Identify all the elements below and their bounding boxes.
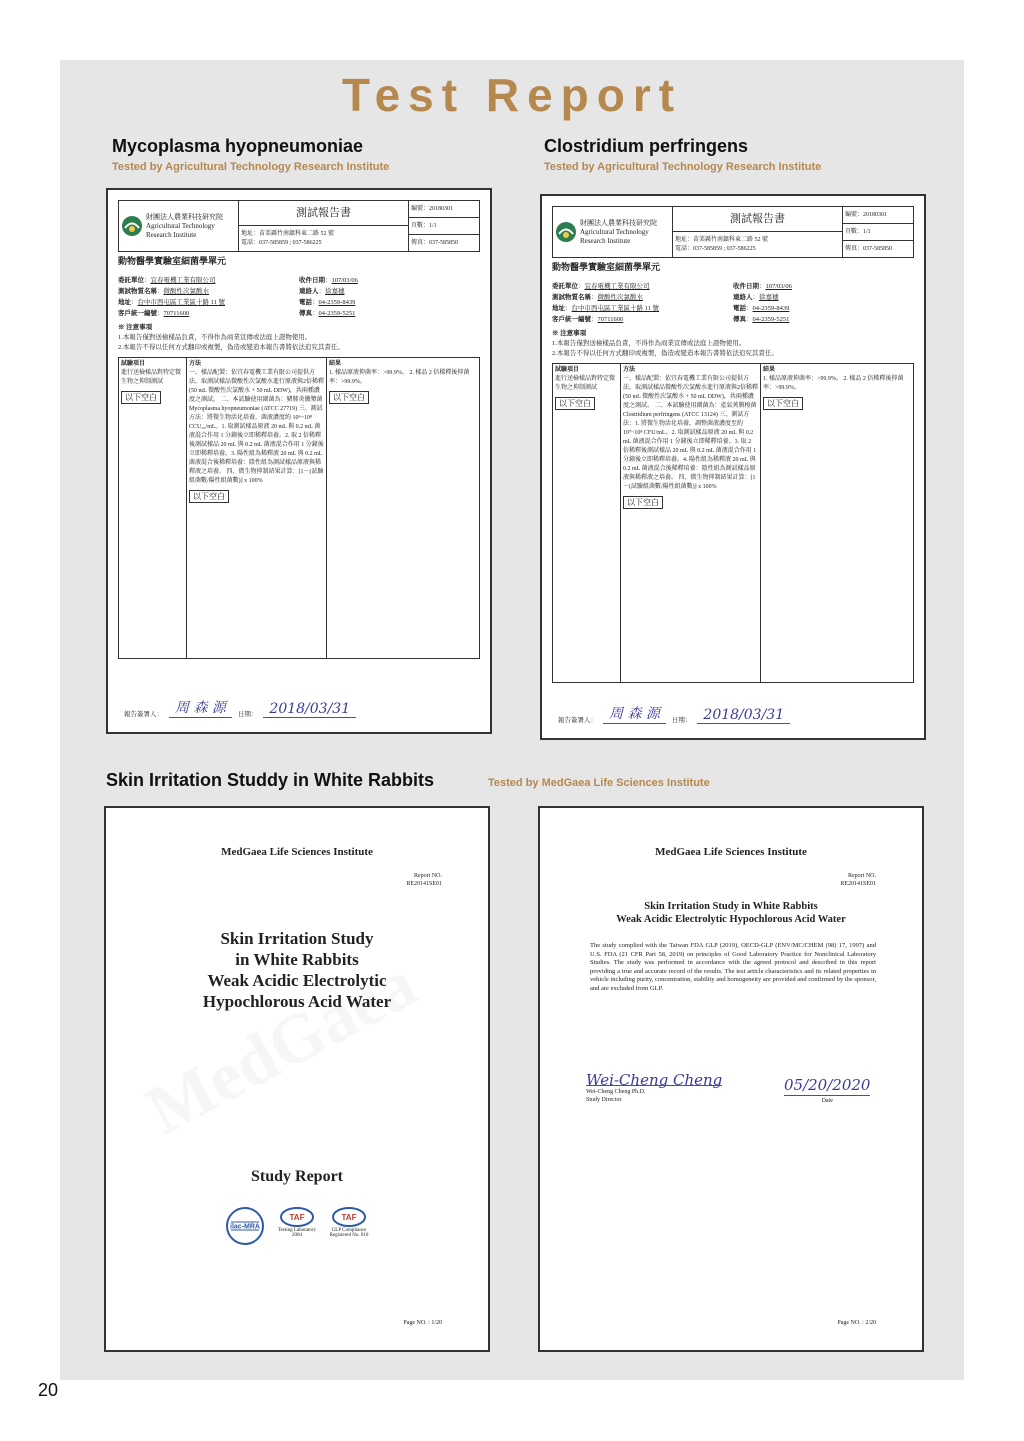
cover-title: Skin Irritation Study in White Rabbits Weak Acidic Electrolytic Hypochlorous Acid Water: [202, 929, 392, 1011]
svg-text:ilac-MRA: ilac-MRA: [230, 1223, 260, 1231]
report-number: Report NO. RE20141SE01: [840, 873, 876, 887]
blank-stamp: 以下空白: [329, 391, 369, 404]
results-table: 試驗項目 進行送檢樣品對特定微生物之抑制測試 以下空白 方法 一、樣品配製：依宜春電機工業有限公司提供方法，取測試樣品微酸性次氯酸水進行原液與2倍稀釋 (50 mL 微酸性次氯酸水 + 50 mL DDW)，共兩種濃度之測試。 二、本試驗使用細菌為：豬肺炎黴漿菌 Mycoplasma hyopneumoniae (ATCC 27719) 三、測試方法：將微生物活化培養，菌液濃度約 10⁶~10⁸ CCU₅₀/mL。1. 取測試樣品原液 20 mL 與 0.2 mL 菌液混合作用 1 分鐘後立即稀釋培養。2. 取 2 倍稀釋後測試樣品 20 mL 與 0.2 mL 菌液混合作用 1 分鐘後立即稀釋培養。3. 陽性組為稀釋液 20 mL 與 0.2 mL 菌液混合後稀釋培養：陰性組為測試樣品原液與稀釋液之培養。 四、微生物抑制結果計算：[1－(試驗組菌數/陽性組菌數)] x 100% 以下空白 結果 1. 樣品原液抑菌率：>99.9%。 2. 樣品 2 倍稀釋後抑菌率：>99.9%。 以下空白: [118, 357, 480, 659]
blank-stamp: 以下空白: [121, 391, 161, 404]
doc-number: 編號：20180301: [843, 207, 913, 224]
section-subtitle-skin: Tested by MedGaea Life Sciences Institute: [488, 777, 710, 789]
notes: ※ 注意事項 1.本報告僅對送檢樣品負責，不得作為商業宣傳或法庭上證物使用。 2.本報告不得以任何方式翻印或複製，偽造或變造本報告書將依法追究其責任。: [118, 324, 344, 351]
section-title-skin: Skin Irritation Studdy in White Rabbits: [106, 770, 435, 790]
ilac-mra-logo: [225, 1206, 265, 1246]
phone: 電話：037-585859 ; 037-586225: [241, 240, 322, 246]
taf-testing-logo: TAF Testing Laboratory 2004: [277, 1206, 317, 1238]
phone: 電話：037-585859 ; 037-586225: [675, 246, 756, 252]
handwritten-date: 2018/03/31: [697, 707, 790, 724]
ilac-mra-icon: [225, 1206, 265, 1246]
address: 地址：苗栗縣竹南鎮科東二路 52 號: [675, 237, 769, 243]
report-header: [552, 206, 914, 258]
page-number: Page NO. : 1/20: [403, 1320, 442, 1326]
doc-number: 編號：20180301: [409, 201, 479, 218]
result-text: 1. 樣品原液抑菌率：>99.9%。 2. 樣品 2 倍稀釋後抑菌率：>99.9%。: [763, 376, 904, 391]
method-text: 一、樣品配製：依宜春電機工業有限公司提供方法，取測試樣品微酸性次氯酸水進行原液與2倍稀釋 (50 mL 微酸性次氯酸水 + 50 mL DDW)，共兩種濃度之測試。 二、本試驗使用細菌為：豬肺炎黴漿菌 Mycoplasma hyopneumoniae (ATCC 27719) 三、測試方法：將微生物活化培養，菌液濃度約 10⁶~10⁸ CCU₅₀/mL。1. 取測試樣品原液 20 mL 與 0.2 mL 菌液混合作用 1 分鐘後立即稀釋培養。2. 取 2 倍稀釋後測試樣品 20 mL 與 0.2 mL 菌液混合作用 1 分鐘後立即稀釋培養。3. 陽性組為稀釋液 20 mL 與 0.2 mL 菌液混合後稀釋培養：陰性組為測試樣品原液與稀釋液之培養。 四、微生物抑制結果計算：[1－(試驗組菌數/陽性組菌數)] x 100%: [189, 370, 325, 484]
report-document-mycoplasma: [106, 188, 492, 734]
blank-stamp: 以下空白: [623, 496, 663, 509]
compliance-statement: The study complied with the Taiwan FDA GLP (2019), OECD-GLP (ENV/MC/CHEM (98) 17, 1997) and U.S. FDA (21 CFR Part 58, 2019) on principles of Good Laboratory Practice for Nonclinical Laboratory Studies. The study was performed in accordance with the agreed protocol and described in this report providing a true and accurate record of the results. The test article characteristics and its related properties in vehicle including purity, concentration, stability and homogeneity are provided and confirmed by the sponsor, and are excluded from GLP.: [590, 942, 876, 992]
blank-stamp: 以下空白: [555, 397, 595, 410]
page-count: 頁數：1/1: [409, 218, 479, 235]
fax: 傳真：037-585850: [845, 246, 892, 252]
study-report-cover: [104, 806, 490, 1352]
section-title-clostridium: Clostridium perfringens: [544, 136, 749, 156]
org-name-en-2: Research Institute: [580, 236, 631, 245]
report-title: 測試報告書: [673, 207, 842, 232]
taf-glp-logo: TAF GLP Compliance Registered No. 010: [329, 1206, 369, 1238]
results-table: 試驗項目 進行送檢樣品對特定微生物之抑制測試 以下空白 方法 一、樣品配製：依宜春電機工業有限公司提供方法，取測試樣品微酸性次氯酸水進行原液與2倍稀釋 (50 mL 微酸性次氯酸水 + 50 mL DDW)，共兩種濃度之測試。 二、本試驗使用細菌為：產氣莢膜梭菌 Clostridium perfringens (ATCC 13124) 三、測試方法：1. 將微生物活化培養，調整菌液濃度至約 10⁷~10⁸ CFU/mL。2. 取測試樣品原液 20 mL 與 0.2 mL 菌液混合作用 1 分鐘後立即稀釋培養。3. 取 2 倍稀釋後測試樣品 20 mL 與 0.2 mL 菌液混合作用 1 分鐘後立即稀釋培養。4. 陽性組為稀釋液 20 mL 與 0.2 mL 菌液混合後稀釋培養：陰性組為測試樣品原液與稀釋液之培養。 四、微生物抑制結果計算：[1－(試驗組菌數/陽性組菌數)] x 100% 以下空白 結果 1. 樣品原液抑菌率：>99.9%。 2. 樣品 2 倍稀釋後抑菌率：>99.9%。 以下空白: [552, 363, 914, 683]
section-subtitle-clostridium: Tested by Agricultural Technology Research Institute: [544, 161, 822, 173]
handwritten-signature: 周 森 源: [603, 703, 666, 724]
study-report-page-2: [538, 806, 924, 1352]
institute-logo: [553, 207, 673, 257]
section-title-mycoplasma: Mycoplasma hyopneumoniae: [112, 136, 364, 156]
institute-logo: [119, 201, 239, 251]
blank-stamp: 以下空白: [189, 490, 229, 503]
org-name-zh: 財團法人農業科技研究院: [580, 218, 657, 227]
page-count: 頁數：1/1: [843, 224, 913, 241]
method-text: 一、樣品配製：依宜春電機工業有限公司提供方法，取測試樣品微酸性次氯酸水進行原液與2倍稀釋 (50 mL 微酸性次氯酸水 + 50 mL DDW)，共兩種濃度之測試。 二、本試驗使用細菌為：產氣莢膜梭菌 Clostridium perfringens (ATCC 13124) 三、測試方法：1. 將微生物活化培養，調整菌液濃度至約 10⁷~10⁸ CFU/mL。2. 取測試樣品原液 20 mL 與 0.2 mL 菌液混合作用 1 分鐘後立即稀釋培養。3. 取 2 倍稀釋後測試樣品 20 mL 與 0.2 mL 菌液混合作用 1 分鐘後立即稀釋培養。4. 陽性組為稀釋液 20 mL 與 0.2 mL 菌液混合後稀釋培養：陰性組為測試樣品原液與稀釋液之培養。 四、微生物抑制結果計算：[1－(試驗組菌數/陽性組菌數)] x 100%: [623, 376, 759, 490]
svg-text:TAF: TAF: [341, 1213, 357, 1222]
signature-date: 05/20/2020 Date: [784, 1076, 871, 1104]
study-report-label: Study Report: [250, 1168, 343, 1185]
org-name-en: Agricultural Technology: [580, 227, 649, 236]
report-number: Report NO. RE20141SE01: [406, 873, 442, 887]
taf-icon: [279, 1206, 315, 1228]
org-name-en: Agricultural Technology: [146, 221, 215, 230]
section-subtitle-mycoplasma: Tested by Agricultural Technology Research Institute: [112, 161, 390, 173]
institute-name: MedGaea Life Sciences Institute: [655, 846, 807, 858]
report-header: [118, 200, 480, 252]
client-info: 委託單位：宜春電機工業有限公司 收件日期：107/03/06 測試物質名稱：微酸性次氯酸水 連絡人：徐嘉穗 地址：台中市西屯區工業區十路 11 號 電話：04-2359-8439 客戶統一編號：70711600 傳真：04-2359-5251: [118, 277, 358, 317]
handwritten-date: 05/20/2020: [784, 1076, 871, 1094]
accreditation-logos: [106, 1206, 488, 1246]
org-name-en-2: Research Institute: [146, 230, 197, 239]
fax: 傳真：037-585850: [411, 240, 458, 246]
client-info: 委託單位：宜春電機工業有限公司 收件日期：107/03/06 測試物質名稱：微酸性次氯酸水 連絡人：徐嘉穗 地址：台中市西屯區工業區十路 11 號 電話：04-2359-8439 客戶統一編號：70711600 傳真：04-2359-5251: [552, 283, 792, 323]
page-number: Page NO. : 2/20: [837, 1320, 876, 1326]
study-director-signature: Wei-Cheng Cheng Wei-Cheng Cheng Ph.D. Study Director: [586, 1071, 723, 1103]
signature-line: 報告簽署人： 周 森 源 日期： 2018/03/31: [124, 697, 356, 718]
result-text: 1. 樣品原液抑菌率：>99.9%。 2. 樣品 2 倍稀釋後抑菌率：>99.9%。: [329, 370, 470, 385]
institute-name: MedGaea Life Sciences Institute: [221, 846, 373, 858]
blank-stamp: 以下空白: [763, 397, 803, 410]
org-name-zh: 財團法人農業科技研究院: [146, 212, 223, 221]
page-number-footer: 20: [38, 1380, 59, 1400]
taf-icon: [331, 1206, 367, 1228]
address: 地址：苗栗縣竹南鎮科東二路 52 號: [241, 231, 335, 237]
handwritten-signature: Wei-Cheng Cheng: [586, 1071, 723, 1089]
report-title: 測試報告書: [239, 201, 408, 226]
atri-logo-icon: [555, 221, 577, 243]
page-title: Test Report: [341, 69, 683, 121]
atri-logo-icon: [121, 215, 143, 237]
svg-text:TAF: TAF: [289, 1213, 305, 1222]
signature-line: 報告簽署人： 周 森 源 日期： 2018/03/31: [558, 703, 790, 724]
handwritten-date: 2018/03/31: [263, 701, 356, 718]
lab-name: 動物醫學實驗室細菌學單元: [552, 262, 661, 272]
report-title: Skin Irritation Study in White Rabbits Weak Acidic Electrolytic Hypochlorous Acid Water: [616, 901, 846, 925]
report-document-clostridium: [540, 194, 926, 740]
handwritten-signature: 周 森 源: [169, 697, 232, 718]
lab-name: 動物醫學實驗室細菌學單元: [118, 256, 227, 266]
notes: ※ 注意事項 1.本報告僅對送檢樣品負責，不得作為商業宣傳或法庭上證物使用。 2.本報告不得以任何方式翻印或複製，偽造或變造本報告書將依法追究其責任。: [552, 330, 778, 357]
